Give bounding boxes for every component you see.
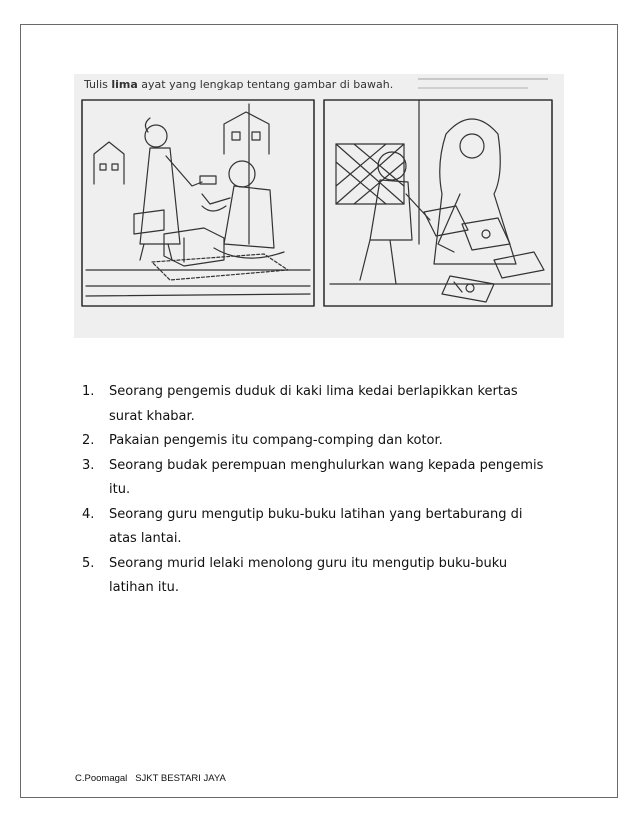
sentence-text: Pakaian pengemis itu compang-comping dan kotor.	[109, 433, 443, 448]
sentence-number: 3.	[82, 457, 95, 473]
teacher-scene	[330, 100, 550, 302]
sentence-number: 5.	[82, 555, 95, 571]
sentence-list	[82, 380, 552, 601]
sentence-number: 4.	[82, 506, 95, 522]
sentence-item	[82, 454, 552, 503]
worksheet-picture	[74, 74, 564, 338]
sentence-text: Seorang guru mengutip buku-buku latihan yang bertaburang di atas lantai.	[109, 506, 523, 546]
illustration	[74, 94, 564, 338]
footer-credit: C.Poomagal SJKT BESTARI JAYA	[75, 773, 226, 784]
sentence-item	[82, 380, 552, 429]
sentence-text: Seorang murid lelaki menolong guru itu mengutip buku-buku latihan itu.	[109, 555, 508, 595]
sentence-number: 1.	[82, 384, 95, 399]
faint-bleed-through	[408, 74, 558, 94]
sentence-text: Seorang budak perempuan menghulurkan wang kepada pengemis itu.	[109, 457, 544, 497]
sentence-number: 2.	[82, 433, 95, 448]
sentence-text: Seorang pengemis duduk di kaki lima kedai berlapikkan kertas surat khabar.	[109, 384, 518, 424]
sentence-item	[82, 552, 552, 601]
sentence-item	[82, 503, 552, 552]
left-panel-frame	[82, 100, 314, 306]
worksheet-instruction: Tulis lima ayat yang lengkap tentang gambar di bawah.	[84, 78, 394, 91]
beggar-scene	[86, 104, 310, 296]
sentence-item	[82, 429, 552, 454]
